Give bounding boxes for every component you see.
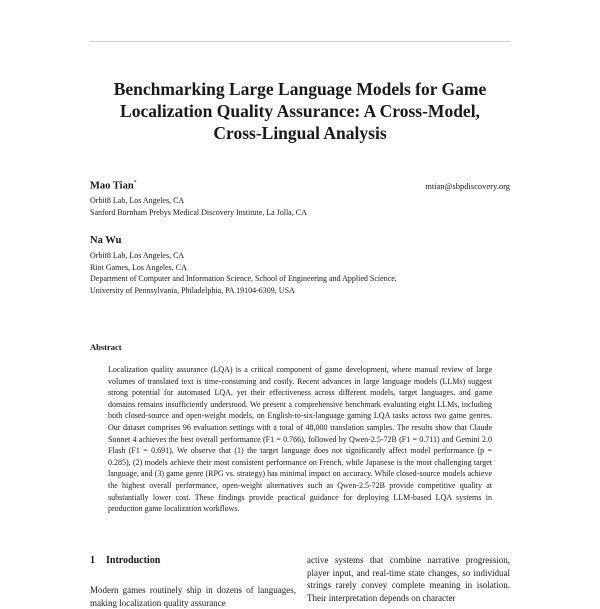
abstract-heading: Abstract xyxy=(90,342,122,352)
author-name xyxy=(90,180,137,192)
author-affiliations xyxy=(90,250,397,296)
section-number: 1 xyxy=(90,555,95,566)
title-line: Cross-Lingual Analysis xyxy=(213,123,387,143)
abstract-body: Localization quality assurance (LQA) is a critical component of game development, where manual review of large volumes of translated text is time-consuming and costly. Recent advances in large language models (LLMs) suggest strong potential for automated LQA, yet their effectiveness across different models, target languages, and game domains remains insufficiently understood. We present a comprehensive benchmark evaluating eight LLMs, including both closed-source and open-weight models, on English-to-six-language gaming LQA tasks across two game genres. Our dataset comprises 96 evaluation settings with a total of 48,000 translation samples. The results show that Claude Sonnet 4 achieves the best overall performance (F1 = 0.766), followed by Qwen-2.5-72B (F1 = 0.711) and Gemini 2.0 Flash (F1 = 0.691). We observe that (1) the target language does not significantly affect model performance (p = 0.285), (2) models achieve their most consistent performance on French, while Japanese is the most challenging target language, and (3) game genre (RPG vs. strategy) has minimal impact on accuracy. While closed-source models achieve the highest overall performance, open-weight alternatives such as Qwen-2.5-72B provide competitive quality at substantially lower cost. These findings provide practical guidance for deploying LLM-based LQA systems in production game localization workflows. xyxy=(108,365,492,514)
author-name-text: Mao Tian xyxy=(90,180,134,192)
section-title: Introduction xyxy=(106,555,161,566)
author-email[interactable]: mtian@sbpdiscovery.org xyxy=(425,181,510,191)
title-line: Benchmarking Large Language Models for Game xyxy=(113,79,487,99)
section-heading xyxy=(90,555,160,566)
title-line: Localization Quality Assurance: A Cross-Model, xyxy=(120,101,480,121)
affiliation-line: Department of Computer and Information Science, School of Engineering and Applied Science, xyxy=(90,274,397,284)
affiliation-line: Orbit8 Lab, Los Angeles, CA xyxy=(90,251,185,260)
affiliation-line: Sanford Burnham Prebys Medical Discovery Institute, La Jolla, CA xyxy=(90,207,307,217)
affiliation-line: Riot Games, Los Angeles, CA xyxy=(90,262,187,272)
author-name xyxy=(90,235,121,246)
header-rule xyxy=(90,41,510,42)
right-column-text: active systems that combine narrative progression, player input, and real-time state changes, so individual strings rarely convey complete meaning in isolation. Their interpretation depends on character xyxy=(307,555,510,603)
author-affiliations xyxy=(90,195,307,218)
affiliation-line: Orbit8 Lab, Los Angeles, CA xyxy=(90,196,185,205)
author-name-text: Na Wu xyxy=(90,235,122,246)
author-marker: * xyxy=(133,180,137,186)
affiliation-line: University of Pennsylvania, Philadelphia, PA 19104-6309, USA xyxy=(90,285,295,295)
left-column-text: Modern games routinely ship in dozens of languages, making localization quality assurance xyxy=(90,585,296,608)
paper-title xyxy=(60,78,540,144)
